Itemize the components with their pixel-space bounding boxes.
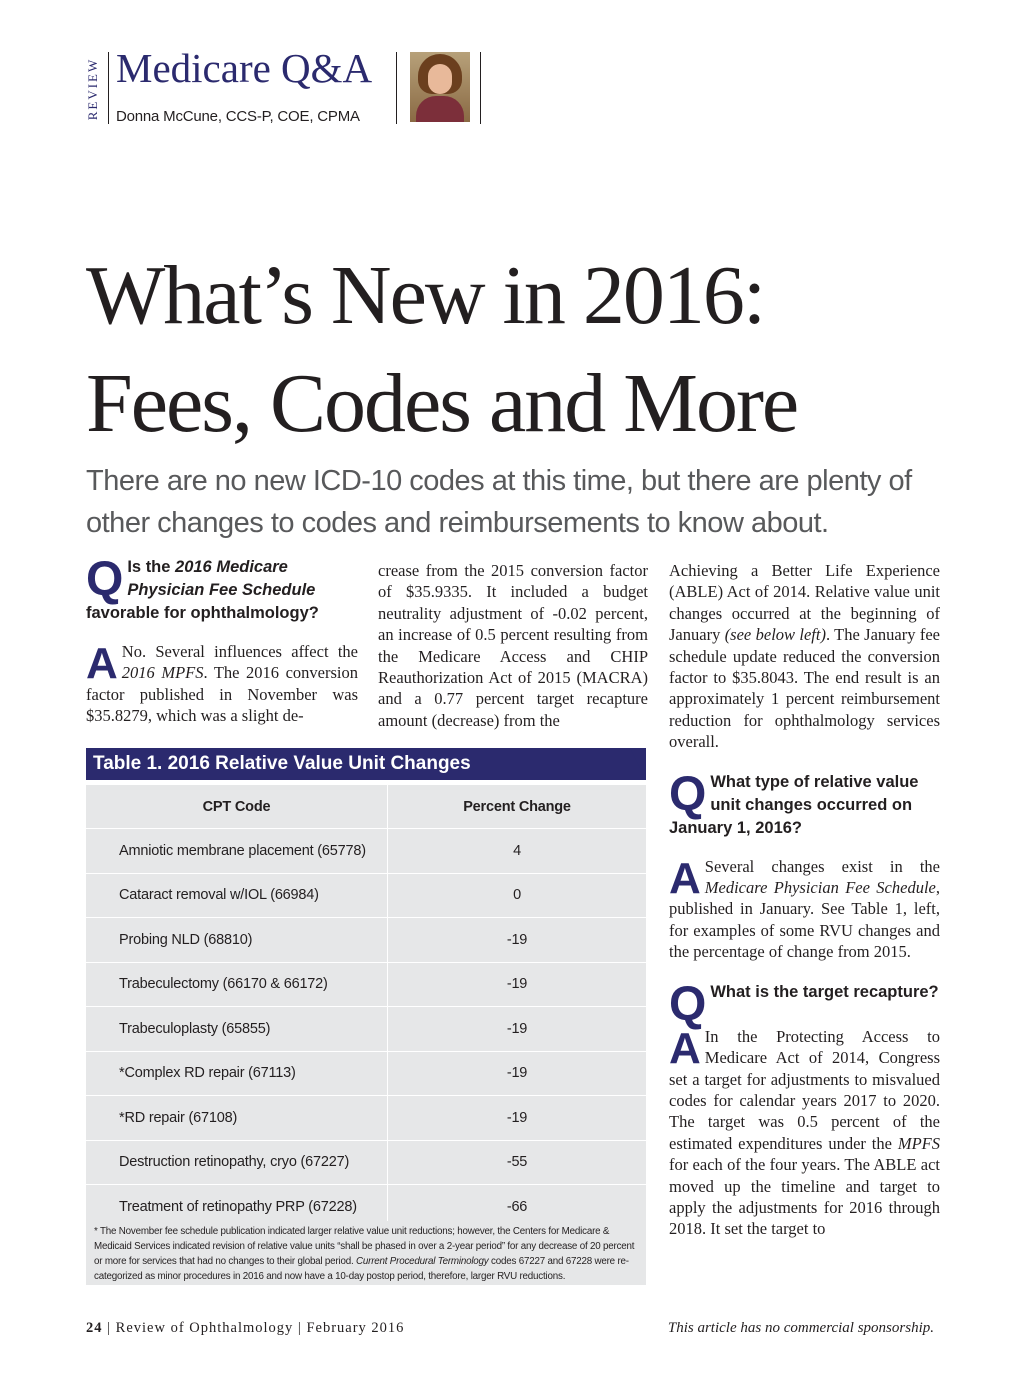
answer-1-conclusion: Achieving a Better Life Experience (ABLE) Act of 2014. Relative value unit changes occurred at the beginning of January (see below left). The January fee schedule update reduced the conversion factor to $35.8043. The end result is an approximately 1 percent reimbursement reduction for ophthalmology services overall. [669, 561, 940, 752]
cpt-code-cell: Trabeculectomy (66170 & 66172) [86, 963, 388, 1007]
table-row [86, 918, 646, 963]
journal-name-date: | Review of Ophthalmology | February 2016 [107, 1320, 405, 1336]
table-row [86, 1096, 646, 1141]
question-letter: Q [669, 767, 707, 821]
cpt-code-cell: *RD repair (67108) [86, 1096, 388, 1140]
cpt-code-cell: Cataract removal w/IOL (66984) [86, 874, 388, 918]
cpt-code-cell: Treatment of retinopathy PRP (67228) [86, 1185, 388, 1229]
table-row [86, 874, 646, 919]
answer-letter: A [669, 1023, 701, 1073]
table-row [86, 1141, 646, 1186]
answer-1: A No. Several influences affect the 2016 MPFS. The 2016 conversion factor published in November was $35.8279, which was a slight de- [86, 639, 358, 726]
answer-1-continued: crease from the 2015 conversion factor of $35.9335. It included a budget neutrality adjustment of -0.02 percent, an increase of 0.5 percent resulting from the Medicare Access and CHIP Reauthorization Act of 2015 (MACRA) and a 0.77 percent target recapture amount (decrease) from the [378, 561, 648, 730]
page-footer [86, 1320, 404, 1337]
percent-change-cell: -19 [506, 1109, 528, 1126]
question-letter: Q [86, 553, 124, 606]
table-footnote: * The November fee schedule publication indicated larger relative value unit reductions; however, the Centers for Medicare & Medicaid Services indicated revision of relative value units “shall be phased in over a 2-year period” for any decrease of 20 percent or more for services that had no changes to their global period. Current Procedural Terminology codes 67227 and 67228 were re-categorized as minor procedures in 2016 and now have a 10-day postop period, therefore, larger RVU reductions. [86, 1221, 646, 1285]
table-row [86, 963, 646, 1008]
cpt-code-cell: Destruction retinopathy, cryo (67227) [86, 1141, 388, 1185]
headline-line-1: What’s New in 2016: [86, 249, 765, 342]
percent-change-cell: -66 [506, 1198, 528, 1215]
column-2 [378, 560, 648, 731]
header-divider-mid [396, 52, 397, 124]
question-3: Q What is the target recapture? [669, 977, 939, 1031]
question-letter: Q [669, 977, 707, 1031]
sponsorship-note: This article has no commercial sponsorship. [667, 1320, 934, 1336]
article-headline [86, 242, 966, 458]
headline-line-2: Fees, Codes and More [86, 357, 798, 450]
percent-change-cell: 0 [513, 887, 521, 904]
cpt-code-cell: Amniotic membrane placement (65778) [86, 829, 388, 873]
table-header-row [86, 785, 646, 829]
table-row [86, 1007, 646, 1052]
cpt-code-cell: *Complex RD repair (67113) [86, 1052, 388, 1096]
column-1 [86, 553, 358, 727]
column-header-cpt-code: CPT Code [86, 785, 388, 828]
column-3 [669, 560, 940, 1240]
answer-3: A In the Protecting Access to Medicare Act of 2014, Congress set a target for adjustments to misvalued codes for calendar years 2017 to 2020. The target was 0.5 percent of the estimated expenditures under the MPFS for each of the four years. The ABLE act moved up the timeline and target to apply the adjustments for 2016 through 2018. It set the target to [669, 1023, 940, 1239]
percent-change-cell: -19 [506, 1020, 528, 1037]
question-1: Q Is the 2016 Medicare Physician Fee Schedule favorable for ophthalmology? [86, 553, 319, 622]
cpt-code-cell: Probing NLD (68810) [86, 918, 388, 962]
percent-change-cell: -19 [506, 1065, 528, 1082]
page-number: 24 [86, 1320, 103, 1336]
percent-change-cell: -55 [506, 1154, 528, 1171]
rvu-changes-table [86, 785, 646, 1230]
table-title: Table 1. 2016 Relative Value Unit Changes [86, 748, 646, 780]
article-deck: There are no new ICD-10 codes at this time, but there are plenty of other changes to codes and reimbursements to know about. [86, 465, 912, 539]
answer-2: A Several changes exist in the Medicare Physician Fee Schedule, published in January. See Table 1, left, for examples of some RVU changes and the percentage of change from 2015. [669, 853, 940, 962]
percent-change-cell: -19 [506, 976, 528, 993]
answer-letter: A [669, 853, 701, 903]
author-byline: Donna McCune, CCS-P, COE, CPMA [116, 108, 360, 125]
cpt-code-cell: Trabeculoplasty (65855) [86, 1007, 388, 1051]
header-divider-left [108, 52, 109, 124]
column-title: Medicare Q&A [116, 45, 373, 91]
percent-change-cell: -19 [506, 931, 528, 948]
header-divider-right [480, 52, 481, 124]
table-title-wedge [630, 748, 646, 780]
percent-change-cell: 4 [513, 842, 521, 859]
question-2: Q What type of relative value unit changes occurred on January 1, 2016? [669, 767, 919, 837]
table-row [86, 1052, 646, 1097]
table-row [86, 829, 646, 874]
answer-letter: A [86, 639, 118, 688]
column-header-percent-change: Percent Change [463, 798, 571, 815]
author-photo [410, 52, 470, 122]
review-section-tag: REVIEW [85, 57, 100, 121]
